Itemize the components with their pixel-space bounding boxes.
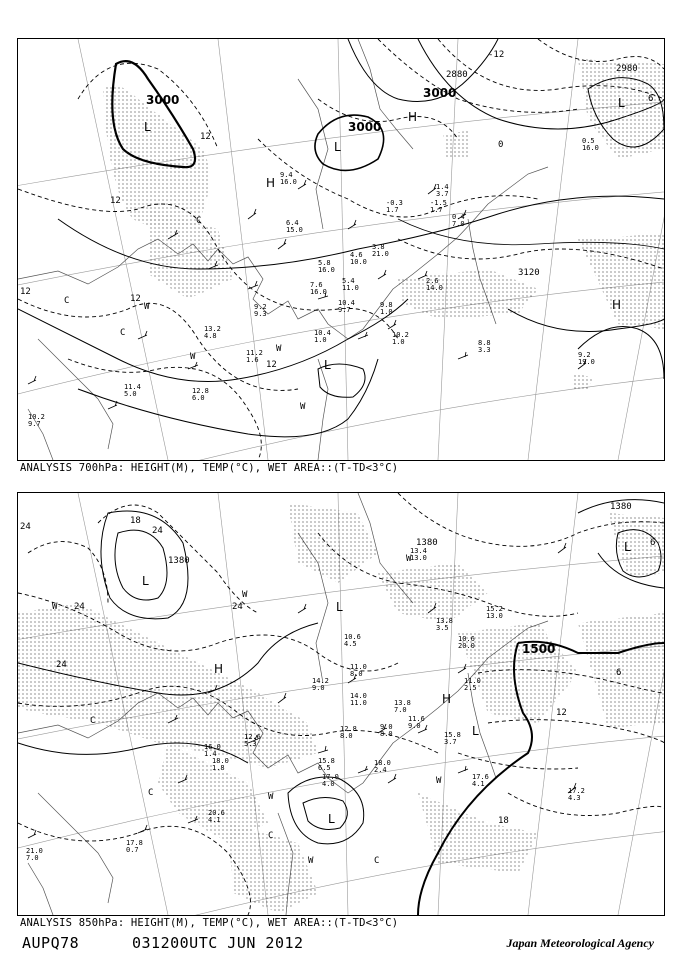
station-dewpoint-depression: 9.0 [312, 684, 325, 692]
station-temp: 0.4 [452, 213, 465, 221]
low-center: L [328, 812, 335, 826]
temp-label: 6 [650, 538, 656, 548]
station-dewpoint-depression: 6.0 [192, 394, 205, 402]
low-center: L [324, 358, 331, 372]
temp-label: 12 [20, 287, 31, 297]
low-center: L [624, 540, 631, 554]
temp-label: 24 [152, 526, 163, 536]
height-label: 2880 [446, 70, 468, 80]
station-dewpoint-depression: 10.0 [350, 258, 367, 266]
warm-center: W [276, 344, 282, 354]
station-dewpoint-depression: 16.0 [310, 288, 327, 296]
temp-label: 12 [110, 196, 121, 206]
station-dewpoint-depression: 19.0 [578, 358, 595, 366]
station-dewpoint-depression: 1.0 [392, 338, 405, 346]
cold-center: C [64, 296, 70, 306]
temp-label: 12 [130, 294, 141, 304]
station-temp: 8.8 [478, 339, 491, 347]
station-temp: 9.4 [280, 171, 293, 179]
station-temp: 4.6 [350, 251, 363, 259]
station-temp: 13.8 [394, 699, 411, 707]
station-temp: 17.8 [126, 839, 143, 847]
station-dewpoint-depression: 8.0 [340, 732, 353, 740]
cold-center: C [374, 856, 380, 866]
station-temp: 14.0 [350, 692, 367, 700]
temp-label: 24 [56, 660, 67, 670]
station-dewpoint-depression: 1.0 [380, 308, 393, 316]
station-dewpoint-depression: 16.0 [582, 144, 599, 152]
station-dewpoint-depression: 3.5 [436, 624, 449, 632]
map-700hpa [18, 39, 664, 460]
height-label: 1500 [522, 642, 556, 656]
warm-center: W [406, 554, 412, 564]
station-dewpoint-depression: 5.3 [244, 740, 257, 748]
station-temp: -0.3 [386, 199, 403, 207]
station-temp: 15.8 [318, 757, 335, 765]
station-temp: -1.5 [430, 199, 447, 207]
height-label: 1380 [416, 538, 438, 548]
station-dewpoint-depression: 1.4 [204, 750, 217, 758]
station-temp: 11.4 [124, 383, 141, 391]
wet-areas [103, 59, 664, 391]
low-center: L [144, 120, 151, 134]
station-dewpoint-depression: 1.8 [212, 764, 225, 772]
cold-center: C [120, 328, 126, 338]
station-dewpoint-depression: 2.5 [464, 684, 477, 692]
station-dewpoint-depression: 13.0 [486, 612, 503, 620]
temp-label: 12 [556, 708, 567, 718]
station-dewpoint-depression: 4.0 [322, 780, 335, 788]
station-temp: 9.2 [254, 303, 267, 311]
station-temp: 17.0 [322, 773, 339, 781]
warm-center: W [436, 776, 442, 786]
height-label: 3000 [146, 93, 180, 107]
agency-name: Japan Meteorological Agency [506, 936, 654, 950]
station-dewpoint-depression: 16.0 [280, 178, 297, 186]
station-dewpoint-depression: 1.6 [246, 356, 259, 364]
station-temp: 1.4 [436, 183, 449, 191]
cold-center: C [90, 716, 96, 726]
station-temp: 17.2 [568, 787, 585, 795]
station-temp: 11.0 [350, 663, 367, 671]
temp-label: 24 [232, 602, 243, 612]
station-dewpoint-depression: 6.5 [318, 764, 331, 772]
low-center: L [334, 140, 341, 154]
station-dewpoint-depression: 21.0 [372, 250, 389, 258]
map-850hpa [18, 493, 664, 915]
height-label: 1380 [610, 502, 632, 512]
station-temp: 9.2 [578, 351, 591, 359]
temp-label: 6 [648, 94, 654, 104]
station-dewpoint-depression: 9.0 [408, 722, 421, 730]
low-center: L [618, 96, 625, 110]
station-temp: 18.0 [374, 759, 391, 767]
height-label: 3000 [348, 120, 382, 134]
temp-label: 12 [266, 360, 277, 370]
high-center: H [266, 176, 276, 190]
station-dewpoint-depression: 3.3 [478, 346, 491, 354]
station-temp: 17.6 [472, 773, 489, 781]
station-dewpoint-depression: 4.8 [204, 332, 217, 340]
station-temp: 14.2 [312, 677, 329, 685]
station-temp: 11.0 [464, 677, 481, 685]
station-dewpoint-depression: 9.3 [254, 310, 267, 318]
station-temp: 10.4 [338, 299, 355, 307]
analysis-panel-850hpa [17, 492, 665, 916]
station-temp: 2.6 [426, 277, 439, 285]
height-label: 2980 [616, 64, 638, 74]
station-temp: 15.2 [486, 605, 503, 613]
station-temp: 5.4 [342, 277, 355, 285]
station-dewpoint-depression: 2.4 [374, 766, 387, 774]
station-dewpoint-depression: 0.7 [126, 846, 139, 854]
high-center: H [408, 110, 418, 124]
station-temp: 3.8 [372, 243, 385, 251]
panel-caption-850: ANALYSIS 850hPa: HEIGHT(M), TEMP(°C), WET AREA::(T-TD<3°C) [20, 917, 399, 929]
station-dewpoint-depression: 3.7 [436, 190, 449, 198]
temp-label: -12 [488, 50, 505, 60]
station-dewpoint-depression: 1.7 [386, 206, 399, 214]
temp-label: 24 [74, 602, 85, 612]
height-label: 3120 [518, 268, 540, 278]
station-temp: 13.8 [436, 617, 453, 625]
station-dewpoint-depression: 15.0 [286, 226, 303, 234]
station-temp: 13.2 [204, 325, 221, 333]
valid-time: 031200UTC JUN 2012 [132, 934, 304, 952]
station-temp: 6.4 [286, 219, 299, 227]
station-temp: 18.0 [212, 757, 229, 765]
temp-label: 12 [200, 132, 211, 142]
panel-caption-700: ANALYSIS 700hPa: HEIGHT(M), TEMP(°C), WET AREA::(T-TD<3°C) [20, 462, 399, 474]
station-temp: 12.8 [192, 387, 209, 395]
station-temp: 11.2 [246, 349, 263, 357]
station-dewpoint-depression: 4.5 [344, 640, 357, 648]
warm-center: W [268, 792, 274, 802]
station-dewpoint-depression: 5.0 [124, 390, 137, 398]
station-temp: 0.5 [582, 137, 595, 145]
station-dewpoint-depression: 3.7 [444, 738, 457, 746]
station-temp: 10.6 [344, 633, 361, 641]
height-label: 1380 [168, 556, 190, 566]
station-dewpoint-depression: 8.0 [350, 670, 363, 678]
station-dewpoint-depression: 11.0 [350, 699, 367, 707]
station-dewpoint-depression: 11.0 [342, 284, 359, 292]
warm-center: W [242, 590, 248, 600]
temp-label: 0 [498, 140, 504, 150]
temp-label: 6 [616, 668, 622, 678]
low-center: L [142, 574, 149, 588]
station-dewpoint-depression: 1.0 [314, 336, 327, 344]
station-temp: 21.0 [26, 847, 43, 855]
low-center: L [472, 724, 479, 738]
station-dewpoint-depression: 4.3 [568, 794, 581, 802]
high-center: H [612, 298, 622, 312]
cold-center: C [148, 788, 154, 798]
station-dewpoint-depression: 16.0 [318, 266, 335, 274]
station-dewpoint-depression: 7.0 [452, 220, 465, 228]
high-center: H [442, 692, 452, 706]
station-dewpoint-depression: 1.7 [430, 206, 443, 214]
high-center: H [214, 662, 224, 676]
warm-center: W [144, 302, 150, 312]
warm-center: W [52, 602, 58, 612]
station-temp: 5.8 [318, 259, 331, 267]
height-label: 3000 [423, 86, 457, 100]
station-temp: 10.4 [314, 329, 331, 337]
station-temp: 10.6 [458, 635, 475, 643]
analysis-panel-700hpa [17, 38, 665, 461]
temp-label: 24 [20, 522, 31, 532]
station-temp: 11.6 [408, 715, 425, 723]
station-dewpoint-depression: 7.0 [394, 706, 407, 714]
warm-center: W [190, 352, 196, 362]
chart-code: AUPQ78 [22, 934, 80, 952]
station-dewpoint-depression: 9.7 [338, 306, 351, 314]
station-temp: 15.8 [444, 731, 461, 739]
station-dewpoint-depression: 4.1 [472, 780, 485, 788]
station-dewpoint-depression: 8.0 [380, 730, 393, 738]
station-temp: 20.6 [208, 809, 225, 817]
station-dewpoint-depression: 9.7 [28, 420, 41, 428]
station-temp: 16.0 [204, 743, 221, 751]
station-dewpoint-depression: 14.0 [426, 284, 443, 292]
station-dewpoint-depression: 20.0 [458, 642, 475, 650]
station-temp: 9.0 [380, 723, 393, 731]
low-center: L [336, 600, 343, 614]
station-dewpoint-depression: 7.0 [26, 854, 39, 862]
cold-center: C [196, 216, 202, 226]
station-temp: 7.6 [310, 281, 323, 289]
cold-center: C [268, 831, 274, 841]
station-temp: 9.8 [380, 301, 393, 309]
station-temp: 12.6 [244, 733, 261, 741]
station-temp: 10.2 [392, 331, 409, 339]
temp-label: 18 [498, 816, 509, 826]
station-temp: 12.8 [340, 725, 357, 733]
wet-areas [18, 503, 664, 913]
station-temp: 10.2 [28, 413, 45, 421]
station-dewpoint-depression: 13.0 [410, 554, 427, 562]
warm-center: W [300, 402, 306, 412]
station-dewpoint-depression: 4.1 [208, 816, 221, 824]
temp-label: 18 [130, 516, 141, 526]
warm-center: W [308, 856, 314, 866]
station-temp: 13.4 [410, 547, 427, 555]
